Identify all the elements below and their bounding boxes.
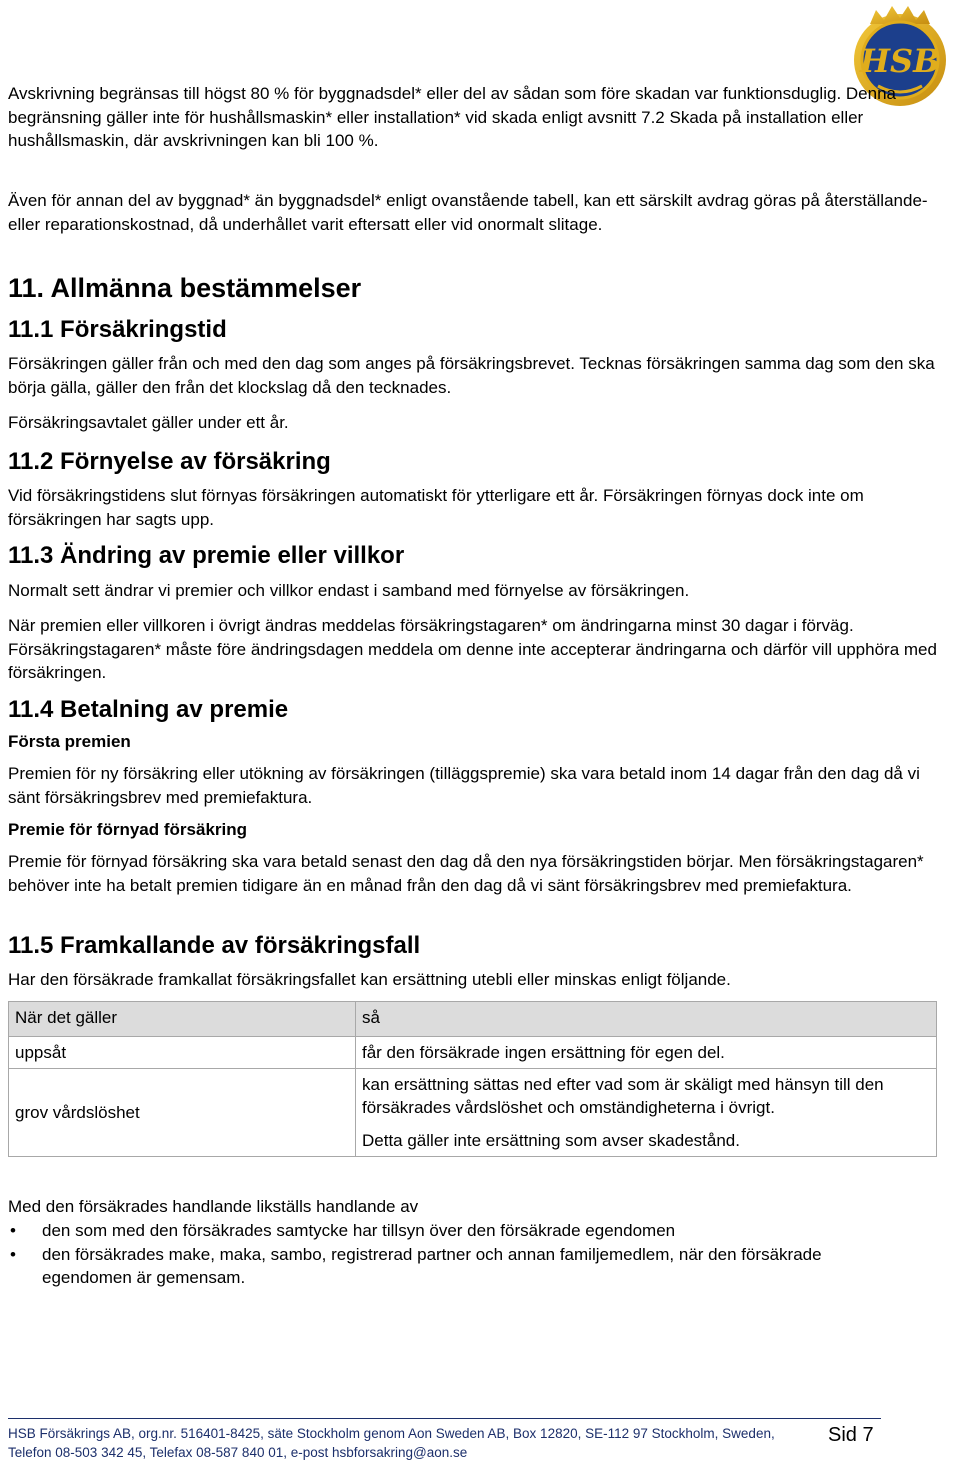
footer-line: Telefon 08-503 342 45, Telefax 08-587 840 01, e-post hsbforsakring@aon.se — [8, 1445, 468, 1460]
depreciation-paragraph: Avskrivning begränsas till högst 80 % för byggnadsdel* eller del av sådan som före skadan var funktionsduglig. Denna begränsning gäller inte för hushållsmaskin* eller installation* vid skada enligt avsnitt 7.2 Skada på installation eller hushållsmaskin, där avskrivningen kan bli 100 %. — [8, 84, 896, 150]
list-item: • den som med den försäkrades samtycke har tillsyn över den försäkrade egendomen — [8, 1219, 908, 1243]
renewed-premium-paragraph: Premie för förnyad försäkring ska vara betald senast den dag då den nya försäkringstiden börjar. Men försäkringstagaren* behöver inte ha betalt premien tidigare än en månad från den dag då vi sänt försäkringsbrev med premiefaktura. — [8, 852, 924, 895]
section-11-3-paragraph-2: När premien eller villkoren i övrigt ändras meddelas försäkringstagaren* om ändringarna minst 30 dagar i förväg. Försäkringstagaren* måste före ändringsdagen meddela om denne inte accepterar ändringarna och därför vill upphöra med försäkringen. — [8, 616, 937, 682]
table-row — [9, 1037, 937, 1069]
renewed-premium-heading: Premie för förnyad försäkring — [8, 820, 248, 839]
section-11-2-paragraph: Vid försäkringstidens slut förnyas försäkringen automatiskt för ytterligare ett år. Försäkringen förnyas dock inte om försäkringen har sagts upp. — [8, 486, 864, 529]
table-cell: grov vårdslöshet — [9, 1069, 356, 1157]
section-11-3-paragraph: Normalt sett ändrar vi premier och villkor endast i samband med förnyelse av försäkringen. — [8, 581, 690, 600]
table-cell-text: kan ersättning sättas ned efter vad som är skäligt med hänsyn till den försäkrades vårdslöshet och omständigheterna i övrigt. — [362, 1075, 884, 1117]
table-cell-note: Detta gäller inte ersättning som avser skadestånd. — [362, 1131, 740, 1150]
bullet-icon: • — [10, 1221, 16, 1240]
section-11-4-title: 11.4 Betalning av premie — [8, 696, 289, 723]
table-header-row — [9, 1002, 937, 1037]
list-item: • den försäkrades make, maka, sambo, registrerad partner och annan familjemedlem, när den försäkrade egendomen är gemensam. — [10, 1244, 822, 1287]
section-11-1-paragraph: Försäkringen gäller från och med den dag som anges på försäkringsbrevet. Tecknas försäkringen samma dag som den ska börja gälla, gäller den från det klockslag då den tecknades. — [8, 354, 935, 397]
footer-address — [8, 1424, 808, 1462]
table-header-cell: så — [356, 1002, 937, 1037]
table-cell — [356, 1069, 937, 1157]
bullet-list — [8, 1219, 908, 1290]
section-11-1-title: 11.1 Försäkringstid — [8, 316, 227, 343]
section-11-title: 11. Allmänna bestämmelser — [8, 273, 362, 303]
table-cell: uppsåt — [9, 1037, 356, 1069]
footer-divider — [8, 1418, 881, 1419]
table-header-cell: När det gäller — [9, 1002, 356, 1037]
first-premium-paragraph: Premien för ny försäkring eller utökning av försäkringen (tilläggspremie) ska vara betald inom 14 dagar från den dag då vi sänt försäkringsbrev med premiefaktura. — [8, 764, 920, 807]
section-11-2-title: 11.2 Förnyelse av försäkring — [8, 448, 331, 475]
liability-table — [8, 1001, 937, 1157]
table-cell: får den försäkrade ingen ersättning för egen del. — [356, 1037, 937, 1069]
section-11-3-title: 11.3 Ändring av premie eller villkor — [8, 542, 405, 569]
section-11-1-paragraph-2: Försäkringsavtalet gäller under ett år. — [8, 413, 289, 432]
deduction-paragraph: Även för annan del av byggnad* än byggnadsdel* enligt ovanstående tabell, kan ett särskilt avdrag göras på återställande- eller reparationskostnad, då underhållet varit eftersatt eller vid onormalt slitage. — [8, 191, 928, 234]
page-number: Sid 7 — [828, 1424, 874, 1446]
section-11-5-paragraph: Har den försäkrade framkallat försäkringsfallet kan ersättning utebli eller minskas enligt följande. — [8, 970, 731, 989]
equivalence-paragraph: Med den försäkrades handlande likställs handlande av — [8, 1197, 419, 1216]
logo-text: HSB — [859, 42, 941, 80]
bullet-icon: • — [10, 1244, 16, 1264]
first-premium-heading: Första premien — [8, 732, 131, 751]
footer-line: HSB Försäkrings AB, org.nr. 516401-8425, säte Stockholm genom Aon Sweden AB, Box 12820, SE-112 97 Stockholm, Sweden, — [8, 1426, 775, 1441]
table-row — [9, 1069, 937, 1157]
section-11-5-title: 11.5 Framkallande av försäkringsfall — [8, 932, 421, 959]
